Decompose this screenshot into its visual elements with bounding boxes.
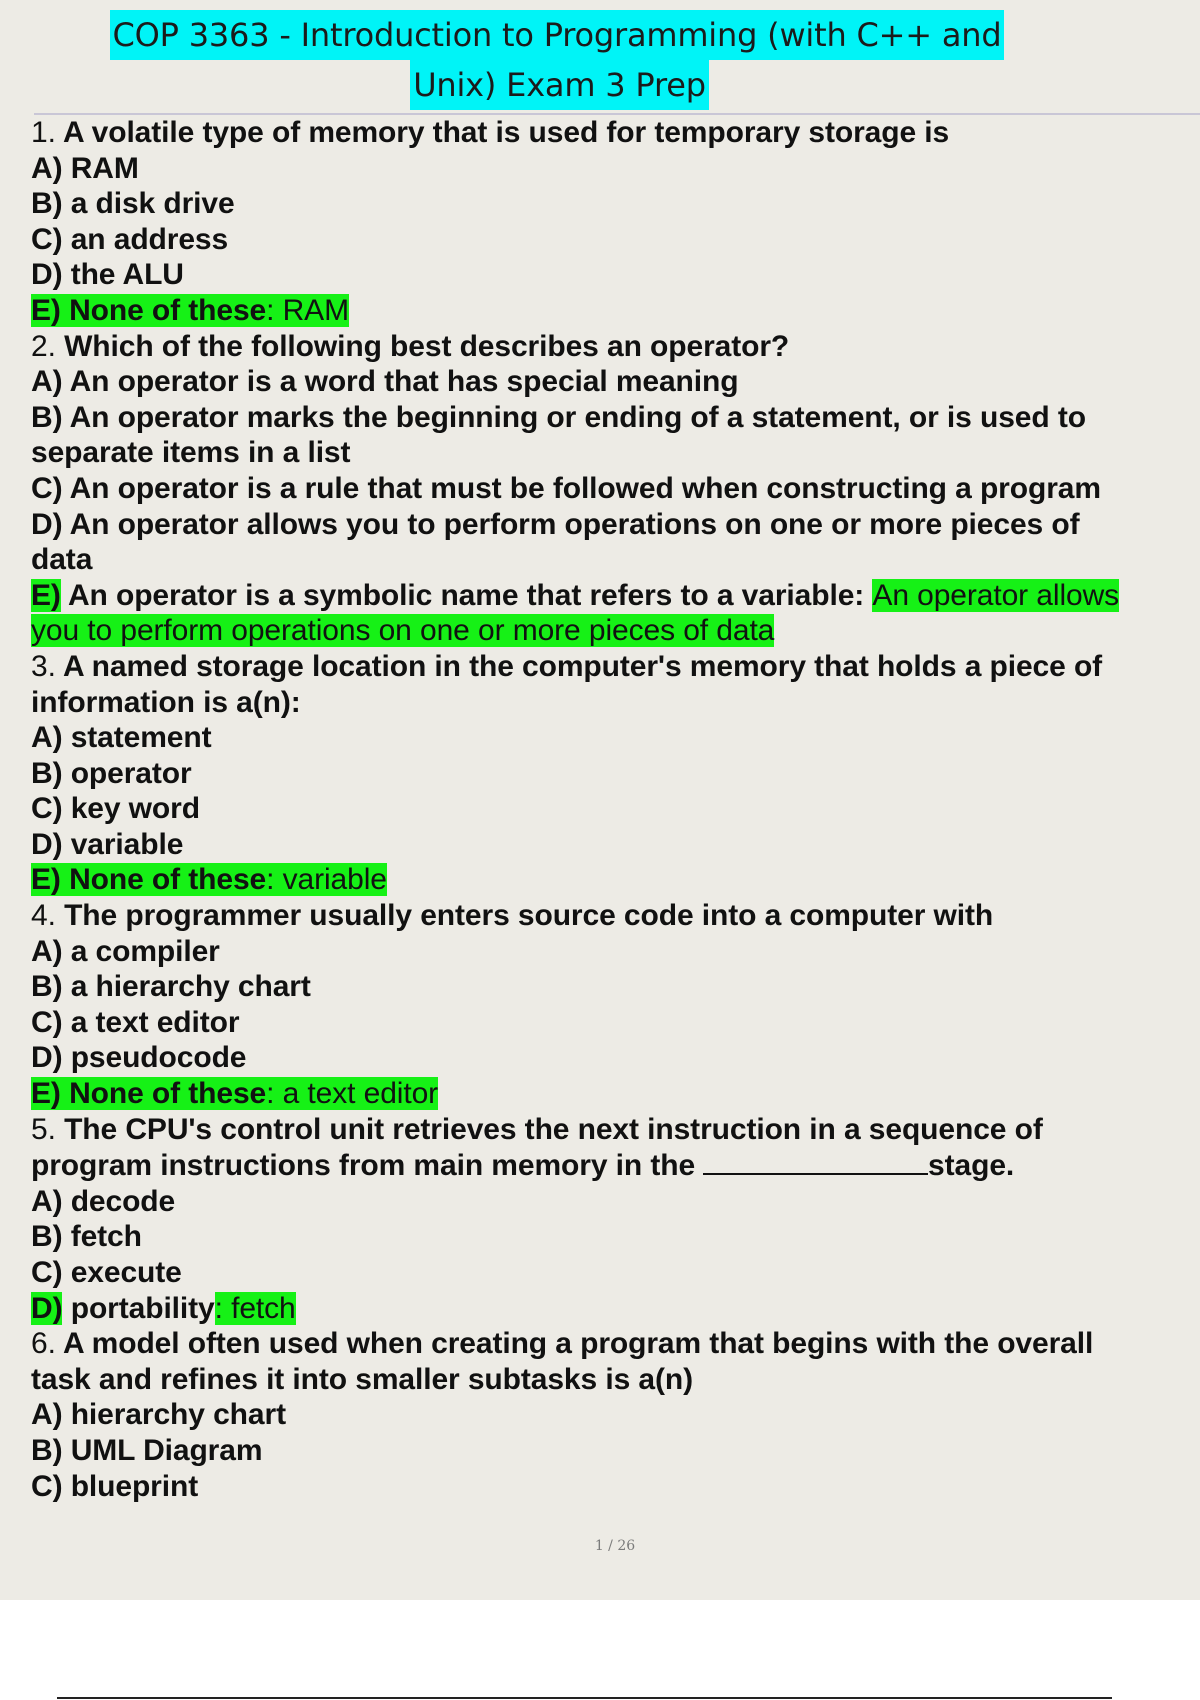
- option-d: D) pseudocode: [31, 1041, 247, 1075]
- option-label-highlight: E): [31, 863, 61, 897]
- question-list: [31, 115, 1200, 1504]
- option-label-highlight: D): [31, 1291, 63, 1325]
- question-number: 2.: [31, 329, 56, 363]
- option-b: B) UML Diagram: [31, 1433, 263, 1467]
- option-e-with-answer: [31, 1076, 1200, 1112]
- question-text: Which of the following best describes an operator?: [64, 329, 790, 363]
- option-a: A) hierarchy chart: [31, 1398, 286, 1432]
- question-3: [31, 649, 1200, 898]
- question-1-stem: [31, 115, 1200, 151]
- option-e-with-answer: [31, 578, 1200, 614]
- option-label-highlight: E): [31, 1077, 61, 1111]
- option-a: A) a compiler: [31, 934, 220, 968]
- question-1: [31, 115, 1200, 329]
- question-text-continued: program instructions from main memory in the: [31, 1149, 696, 1183]
- question-number: 5.: [31, 1112, 56, 1146]
- option-c: C) key word: [31, 792, 200, 826]
- option-c: C) An operator is a rule that must be followed when constructing a program: [31, 471, 1101, 505]
- option-a: A) decode: [31, 1184, 176, 1218]
- answer-highlight: : variable: [266, 863, 387, 897]
- answer-highlight-continued: you to perform operations on one or more pieces of data: [31, 614, 775, 648]
- option-d: D) the ALU: [31, 258, 184, 292]
- document-title: [0, 10, 1114, 110]
- option-d-continued: data: [31, 543, 93, 577]
- option-e-text: An operator is a symbolic name that refers to a variable:: [67, 578, 873, 612]
- option-text-highlight: [61, 1077, 266, 1110]
- answer-highlight: : fetch: [214, 1291, 296, 1325]
- option-e-with-answer: [31, 862, 1200, 898]
- question-5: [31, 1112, 1200, 1327]
- question-number: 6.: [31, 1327, 56, 1361]
- answer-continued: [31, 613, 1200, 649]
- option-e-text: None of these: [69, 293, 267, 327]
- question-text: The programmer usually enters source code into a computer with: [64, 899, 994, 933]
- option-a: A) An operator is a word that has special meaning: [31, 365, 739, 399]
- blank-suffix: stage.: [928, 1149, 1015, 1183]
- option-d-text: portability: [70, 1291, 215, 1325]
- option-a: A) statement: [31, 721, 212, 755]
- question-3-stem: [31, 649, 1200, 685]
- question-3-stem-continued: information is a(n):: [31, 685, 301, 719]
- option-b: B) operator: [31, 756, 192, 790]
- option-e-text: None of these: [69, 863, 267, 897]
- question-number: 3.: [31, 649, 56, 683]
- answer-highlight: An operator allows: [872, 578, 1120, 612]
- option-d: D) variable: [31, 827, 184, 861]
- question-4-stem: [31, 898, 1200, 934]
- option-b: B) fetch: [31, 1220, 142, 1254]
- option-a: A) RAM: [31, 151, 139, 185]
- question-text: The CPU's control unit retrieves the next instruction in a sequence of: [64, 1112, 1043, 1146]
- option-d-with-answer: [31, 1291, 1200, 1327]
- question-4: [31, 898, 1200, 1112]
- title-line-1: COP 3363 - Introduction to Programming (with C++ and: [110, 10, 1005, 60]
- option-text-highlight: [61, 294, 266, 327]
- option-label-highlight: E): [31, 293, 61, 327]
- question-6-stem: [31, 1326, 1200, 1362]
- option-c: C) execute: [31, 1256, 182, 1289]
- answer-highlight: : RAM: [266, 293, 349, 327]
- page-number: 1 / 26: [594, 1538, 636, 1554]
- question-5-stem-continued: [31, 1147, 1200, 1184]
- option-b: B) a disk drive: [31, 187, 235, 221]
- question-text: A volatile type of memory that is used for temporary storage is: [62, 116, 950, 149]
- option-c: C) a text editor: [31, 1005, 240, 1039]
- option-label-highlight: E): [31, 578, 61, 612]
- question-6: [31, 1326, 1200, 1504]
- question-number: 1.: [31, 116, 56, 149]
- option-text-highlight: [61, 863, 266, 896]
- option-b: B) a hierarchy chart: [31, 970, 311, 1004]
- option-e-text: None of these: [69, 1077, 267, 1111]
- question-text: A named storage location in the computer's memory that holds a piece of: [62, 649, 1103, 683]
- question-2-stem: [31, 329, 1200, 365]
- fill-in-blank: [703, 1147, 928, 1175]
- title-line-2: Unix) Exam 3 Prep: [410, 60, 709, 110]
- answer-highlight: : a text editor: [266, 1077, 439, 1111]
- option-e-with-answer: [31, 293, 1200, 329]
- question-6-stem-continued: task and refines it into smaller subtasks is a(n): [31, 1362, 693, 1396]
- question-text: A model often used when creating a program that begins with the overall: [62, 1327, 1094, 1361]
- question-5-stem: [31, 1112, 1200, 1148]
- option-b-continued: separate items in a list: [31, 436, 351, 470]
- option-b: B) An operator marks the beginning or ending of a statement, or is used to: [31, 400, 1086, 434]
- bottom-divider: [57, 1697, 1112, 1699]
- question-2: [31, 329, 1200, 649]
- option-c: C) an address: [31, 222, 229, 256]
- question-number: 4.: [31, 899, 56, 933]
- option-d: D) An operator allows you to perform operations on one or more pieces of: [31, 507, 1080, 541]
- option-c: C) blueprint: [31, 1469, 199, 1503]
